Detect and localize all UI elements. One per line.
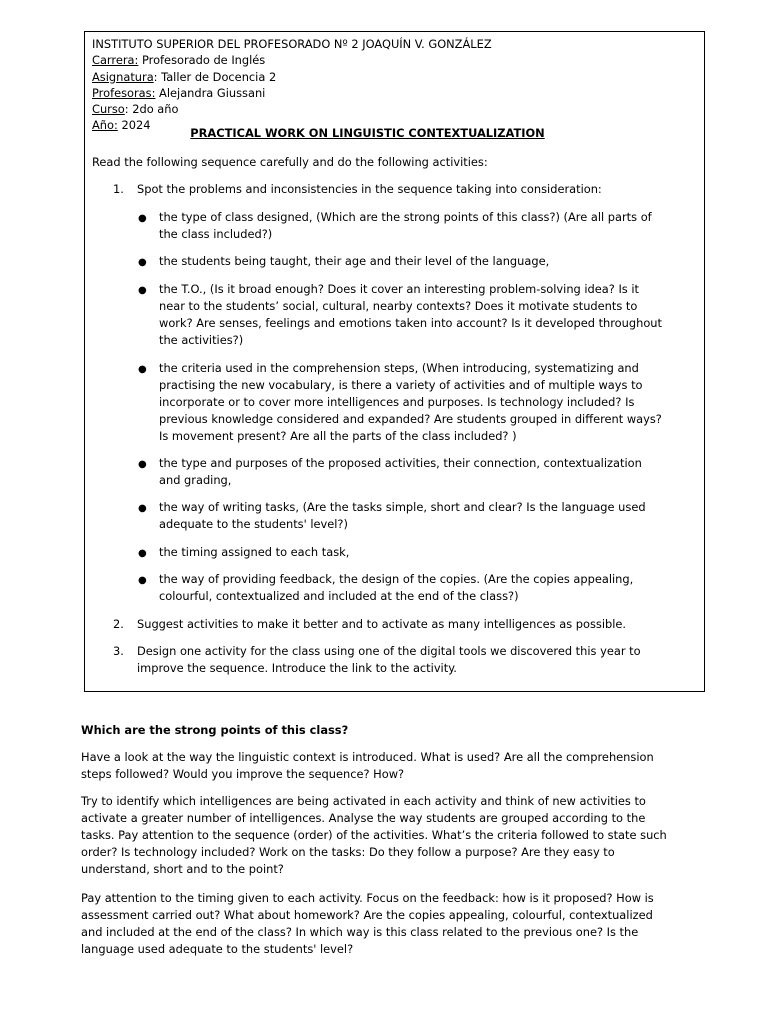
paragraph: Have a look at the way the linguistic context is introduced. What is used? Are all the comprehension steps followed? Would you improve the sequence? How? [81,750,654,781]
bullet-icon: ● [138,285,147,296]
item-1-number: 1. [113,182,124,196]
asignatura-line [92,69,692,85]
bullet-item: the type and purposes of the proposed activities, their connection, contextualization and grading, [159,456,642,487]
intro-text: Read the following sequence carefully and do the following activities: [92,155,488,169]
bullet-icon: ● [138,213,147,224]
profesoras-line [92,85,692,101]
bullet-item: the timing assigned to each task, [159,545,350,559]
carrera-line [92,52,692,68]
bullet-item: the criteria used in the comprehension steps, (When introducing, systematizing and practising the new vocabulary, is there a variety of activities and of multiple ways to incorporate or to cover more intelligences and purposes. Is technology included? Is previous knowledge considered and expanded? Are students grouped in different ways? Is movement present? Are all the parts of the class included? ) [159,361,662,443]
bullet-icon: ● [138,257,147,268]
item-3-text: Design one activity for the class using one of the digital tools we discovered this year to improve the sequence. Introduce the link to the activity. [137,644,641,675]
asignatura-label: Asignatura [92,69,154,84]
anio-label: Año: [92,118,118,133]
bullet-icon: ● [138,548,147,559]
paragraph: Pay attention to the timing given to each activity. Focus on the feedback: how is it proposed? How is assessment carried out? What about homework? Are the copies appealing, colourful, contextualized and included at the end of the class? In which way is this class related to the previous one? Is the language used adequate to the students' level? [81,891,654,956]
bullet-item: the T.O., (Is it broad enough? Does it cover an interesting problem-solving idea? Is it near to the students’ social, cultural, nearby contexts? Does it motivate students to work? Are senses, feelings and emotions taken into account? Is it developed throughout the activities?) [159,282,662,347]
profesoras-label: Profesoras: [92,85,156,100]
bullet-item: the type of class designed, (Which are the strong points of this class?) (Are all parts of the class included?) [159,210,652,241]
curso-line [92,101,692,117]
bullet-item: the way of providing feedback, the design of the copies. (Are the copies appealing, colourful, contextualized and included at the end of the class?) [159,572,634,603]
curso-value: : 2do año [124,102,179,117]
carrera-value: Profesorado de Inglés [138,53,266,68]
strong-points-heading: Which are the strong points of this class? [81,723,349,737]
bullet-item: the students being taught, their age and their level of the language, [159,254,550,268]
anio-value: 2024 [117,118,151,133]
page-title: PRACTICAL WORK ON LINGUISTIC CONTEXTUALIZATION [190,126,545,140]
carrera-label: Carrera: [92,53,139,68]
bullet-icon: ● [138,459,147,470]
paragraph: Try to identify which intelligences are being activated in each activity and think of new activities to activate a greater number of intelligences. Analyse the way students are grouped according to the tasks. Pay attention to the sequence (order) of the activities. What’s the criteria followed to state such order? Is technology included? Work on the tasks: Do they follow a purpose? Are they easy to understand, short and to the point? [81,794,667,876]
institute-name: INSTITUTO SUPERIOR DEL PROFESORADO Nº 2 JOAQUÍN V. GONZÁLEZ [92,37,492,51]
item-2-number: 2. [113,617,124,631]
item-3-number: 3. [113,644,124,658]
curso-label: Curso [92,102,125,117]
bullet-icon: ● [138,503,147,514]
profesoras-value: Alejandra Giussani [155,85,266,100]
bullet-icon: ● [138,364,147,375]
item-1-text: Spot the problems and inconsistencies in the sequence taking into consideration: [137,182,602,196]
header-block [92,36,692,134]
bullet-icon: ● [138,575,147,586]
bullet-item: the way of writing tasks, (Are the tasks simple, short and clear? Is the language used adequate to the students' level?) [159,500,646,531]
item-2-text: Suggest activities to make it better and to activate as many intelligences as possible. [137,617,627,631]
asignatura-value: : Taller de Docencia 2 [153,69,277,84]
